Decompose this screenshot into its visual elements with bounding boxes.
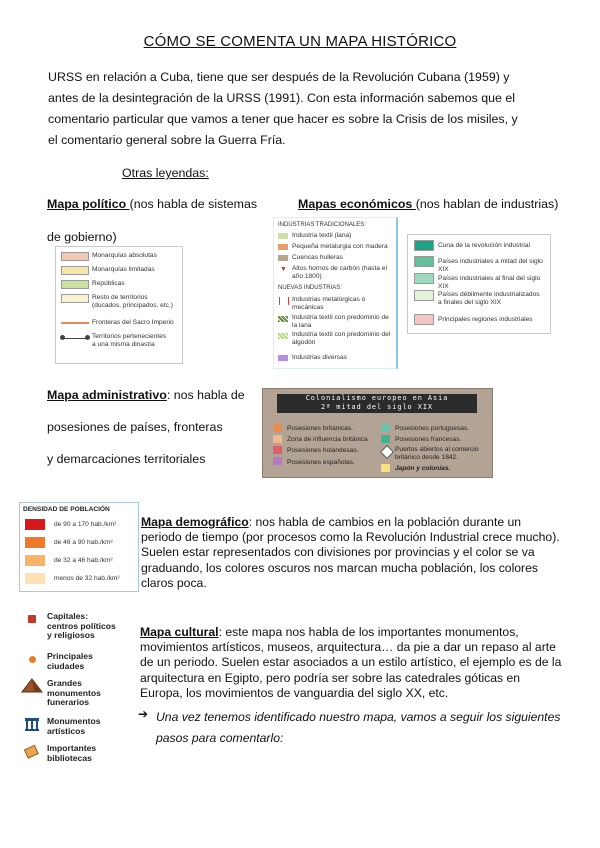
dot-icon: [85, 335, 90, 340]
page-title: CÓMO SE COMENTA UN MAPA HISTÓRICO: [143, 33, 457, 50]
arrow-icon: ➔: [138, 707, 149, 721]
legend-swatch: [278, 316, 288, 322]
intro-line: comentario particular que vamos a tener que hacer es sobre la Crisis de los misiles, y: [48, 112, 518, 126]
administrative-map-text: Mapa administrativo: nos habla de: [47, 388, 245, 402]
legend-swatch: [278, 333, 288, 339]
legend-swatch: [278, 355, 288, 361]
legend-swatch: [381, 464, 390, 472]
colonial-legend-title: Colonialismo europeo en Asia 2ª mitad del siglo XIX: [277, 394, 477, 413]
administrative-map-label: Mapa administrativo: [47, 388, 167, 402]
economic-legend-b: Cuna de la revolución industrial Países industriales a mitad del siglo XIX Países industriales al final del siglo XIX Países débilmente industrializados a finales del siglo XIX Principales regiones industriales: [407, 234, 551, 334]
pyramid-icon: [21, 678, 43, 694]
intro-paragraph: [48, 67, 568, 151]
dot-icon: [60, 335, 65, 340]
political-legend: Monarquías absolutas Monarquías limitadas Repúblicas Resto de territorios (ducados, principados, etc.) Fronteras del Sacro Imperio Territorios pertenecientes a una misma dinastía: [55, 246, 183, 364]
cultural-legend: Capitales: centros políticos y religiosos Principales ciudades Grandes monumentos funerarios Monumentos artísticos Importantes bibliotecas: [20, 611, 135, 771]
closing-paragraph: Una vez tenemos identificado nuestro mapa, vamos a seguir los siguientes pasos para comentarlo:: [156, 710, 561, 745]
political-map-label: Mapa político: [47, 197, 130, 211]
legend-swatch: [278, 233, 288, 239]
political-map-text: Mapa político (nos habla de sistemas: [47, 197, 258, 211]
other-legends-heading: Otras leyendas:: [122, 166, 209, 180]
economic-map-text: Mapas económicos (nos hablan de industrias): [298, 197, 559, 211]
furnace-icon: ▼: [280, 266, 287, 273]
legend-swatch: [61, 266, 89, 275]
administrative-map-text-3: y demarcaciones territoriales: [47, 452, 206, 466]
legend-swatch: [414, 290, 434, 301]
colonial-legend: Colonialismo europeo en Asia 2ª mitad del siglo XIX Posesiones británicas. Zona de influencia británica Posesiones holandesas. Posesiones españolas. Posesiones portuguesas. Posesiones francesas. Puertos abiertos al comercio británico desde 1842. Japón y colonias.: [262, 388, 493, 478]
legend-swatch: [273, 457, 282, 465]
legend-swatch: [381, 435, 390, 443]
legend-swatch: [414, 314, 434, 325]
administrative-map-text-2: posesiones de países, fronteras: [47, 420, 223, 434]
legend-swatch: [414, 256, 434, 267]
city-icon: [29, 656, 36, 663]
legend-swatch: [414, 240, 434, 251]
density-legend: DENSIDAD DE POBLACIÓN de 90 a 170 hab./km² de 46 a 90 hab./km² de 32 a 46 hab./km² menos de 32 hab./km²: [19, 502, 139, 592]
legend-swatch: [273, 446, 282, 454]
legend-swatch: [61, 294, 89, 303]
intro-line: el comentario general sobre la Guerra Fría.: [48, 133, 286, 147]
demographic-map-label: Mapa demográfico: [141, 515, 249, 529]
demographic-map-text: Mapa demográfico: nos habla de cambios en la población durante un periodo de tiempo (por procesos como la Revolución Industrial crece mucho). Suelen estar representados con divisiones por provincias y el color se va graduando, los colores oscuros nos marcan mucha población, los colores claros poca.: [141, 515, 560, 590]
metal-industry-icon: [279, 297, 289, 305]
legend-swatch: [414, 273, 434, 284]
economic-map-label: Mapas económicos: [298, 197, 416, 211]
cultural-map-label: Mapa cultural: [140, 625, 219, 639]
legend-swatch: [25, 573, 45, 584]
border-line-swatch: [61, 322, 89, 324]
legend-swatch: [61, 252, 89, 261]
legend-swatch: [25, 537, 45, 548]
legend-swatch: [25, 519, 45, 530]
legend-swatch: [61, 280, 89, 289]
intro-line: URSS en relación a Cuba, tiene que ser después de la Revolución Cubana (1959) y: [48, 70, 510, 84]
temple-icon: [24, 717, 40, 731]
port-icon: [380, 445, 394, 459]
political-map-text-2: de gobierno): [47, 230, 117, 244]
legend-swatch: [381, 424, 390, 432]
intro-line: antes de la desintegración de la URSS (1991). Con esta información sabemos que el: [48, 91, 515, 105]
legend-swatch: [273, 424, 282, 432]
cultural-map-text: Mapa cultural: este mapa nos habla de los importantes monumentos, movimientos artísticos, museos, arquitectura… da pie a dar un repaso al arte de un periodo. Suelen estar asociados a un estilo artístico, el ejemplo es de la arquitectura en Egipto, pero podría ser sobre las catedrales góticas en Europa, los movimientos de vanguardia del siglo XX, etc.: [140, 625, 562, 700]
legend-swatch: [25, 555, 45, 566]
capital-icon: [28, 615, 36, 623]
scroll-icon: [23, 744, 41, 760]
economic-legend-a: INDUSTRIAS TRADICIONALES: Industria textil (lana) Pequeña metalurgia con madera Cuencas hulleras ▼ Altos hornos de carbón (hasta el año 1800) NUEVAS INDUSTRIAS: Industrias metalúrgicas o mecánicas Industria textil con predominio de la lana Industria textil con predominio del algodón Industrias diversas: [273, 217, 398, 369]
legend-swatch: [278, 255, 288, 261]
legend-swatch: [278, 244, 288, 250]
legend-swatch: [273, 435, 282, 443]
